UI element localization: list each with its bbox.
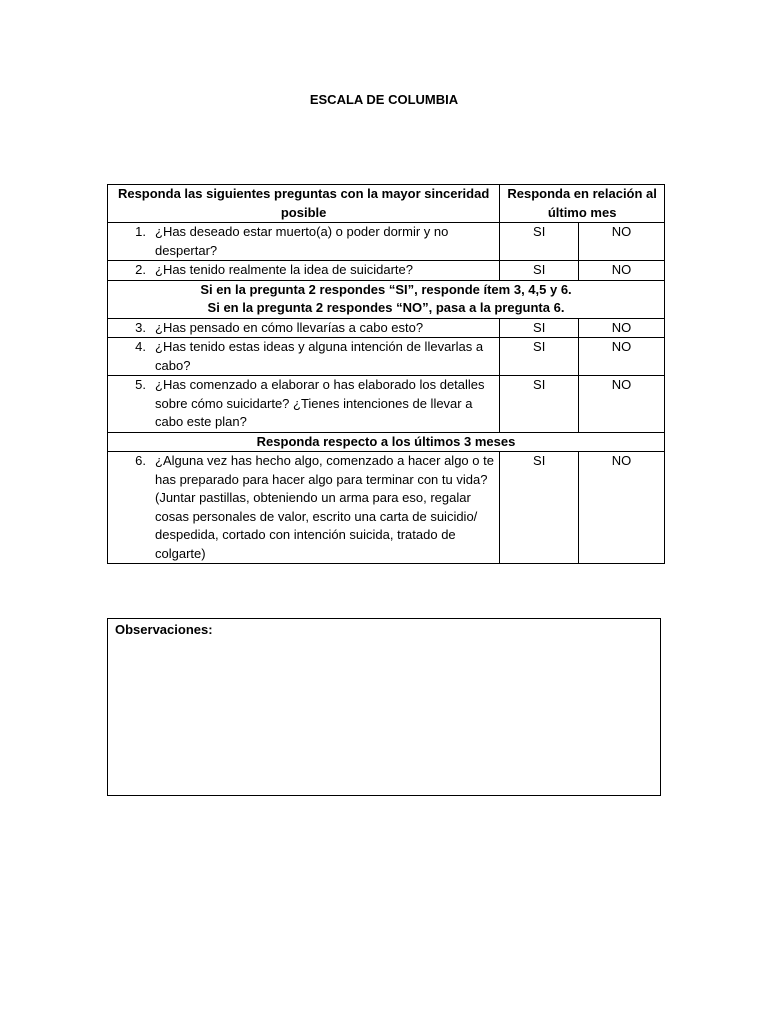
question-number: 2. xyxy=(135,262,146,277)
observations-label: Observaciones: xyxy=(115,622,213,637)
answer-no[interactable]: NO xyxy=(579,376,665,433)
question-row xyxy=(108,261,665,281)
instruction-line-2: Si en la pregunta 2 respondes “NO”, pasa a la pregunta 6. xyxy=(207,300,565,315)
question-text: ¿Has comenzado a elaborar o has elaborado los detalles sobre cómo suicidarte? ¿Tienes intenciones de llevar a cabo este plan? xyxy=(155,377,485,429)
answer-no[interactable]: NO xyxy=(579,338,665,376)
answer-yes[interactable]: SI xyxy=(500,338,579,376)
question-text: ¿Alguna vez has hecho algo, comenzado a hacer algo o te has preparado para hacer algo para terminar con tu vida? xyxy=(155,453,494,487)
answer-no[interactable]: NO xyxy=(579,452,665,564)
section-row xyxy=(108,432,665,452)
answer-yes[interactable]: SI xyxy=(500,452,579,564)
question-row xyxy=(108,452,665,564)
question-number: 3. xyxy=(135,319,146,335)
question-number: 6. xyxy=(135,453,146,468)
answers-header: Responda en relación al último mes xyxy=(500,185,665,223)
answer-no[interactable]: NO xyxy=(579,318,665,338)
question-number: 5. xyxy=(135,377,146,392)
question-number: 1. xyxy=(135,224,146,239)
answer-no[interactable]: NO xyxy=(579,261,665,281)
answer-yes[interactable]: SI xyxy=(500,376,579,433)
columbia-scale-table xyxy=(107,184,665,564)
question-row xyxy=(108,318,665,338)
answer-yes[interactable]: SI xyxy=(500,261,579,281)
question-text: ¿Has pensado en cómo llevarías a cabo esto? xyxy=(155,319,424,335)
question-text: ¿Has tenido realmente la idea de suicidarte? xyxy=(155,262,413,277)
question-row xyxy=(108,338,665,376)
question-row xyxy=(108,376,665,433)
observations-box[interactable] xyxy=(107,618,661,796)
question-note: (Juntar pastillas, obteniendo un arma para eso, regalar cosas personales de valor, escrito una carta de suicidio/ despedida, cortado con intención suicida, tratado de colgarte) xyxy=(155,490,478,561)
answer-yes[interactable]: SI xyxy=(500,318,579,338)
question-number: 4. xyxy=(135,339,146,354)
document-title: ESCALA DE COLUMBIA xyxy=(309,92,459,107)
table-header-row xyxy=(108,185,665,223)
section-3-months: Responda respecto a los últimos 3 meses xyxy=(108,432,665,452)
instructions-row xyxy=(108,280,665,318)
question-text: ¿Has deseado estar muerto(a) o poder dormir y no despertar? xyxy=(155,224,449,258)
answer-no[interactable]: NO xyxy=(579,223,665,261)
question-text: ¿Has tenido estas ideas y alguna intención de llevarlas a cabo? xyxy=(155,339,484,373)
instruction-line-1: Si en la pregunta 2 respondes “SI”, responde ítem 3, 4,5 y 6. xyxy=(200,281,572,297)
questions-header: Responda las siguientes preguntas con la mayor sinceridad posible xyxy=(108,185,500,223)
question-row xyxy=(108,223,665,261)
answer-yes[interactable]: SI xyxy=(500,223,579,261)
